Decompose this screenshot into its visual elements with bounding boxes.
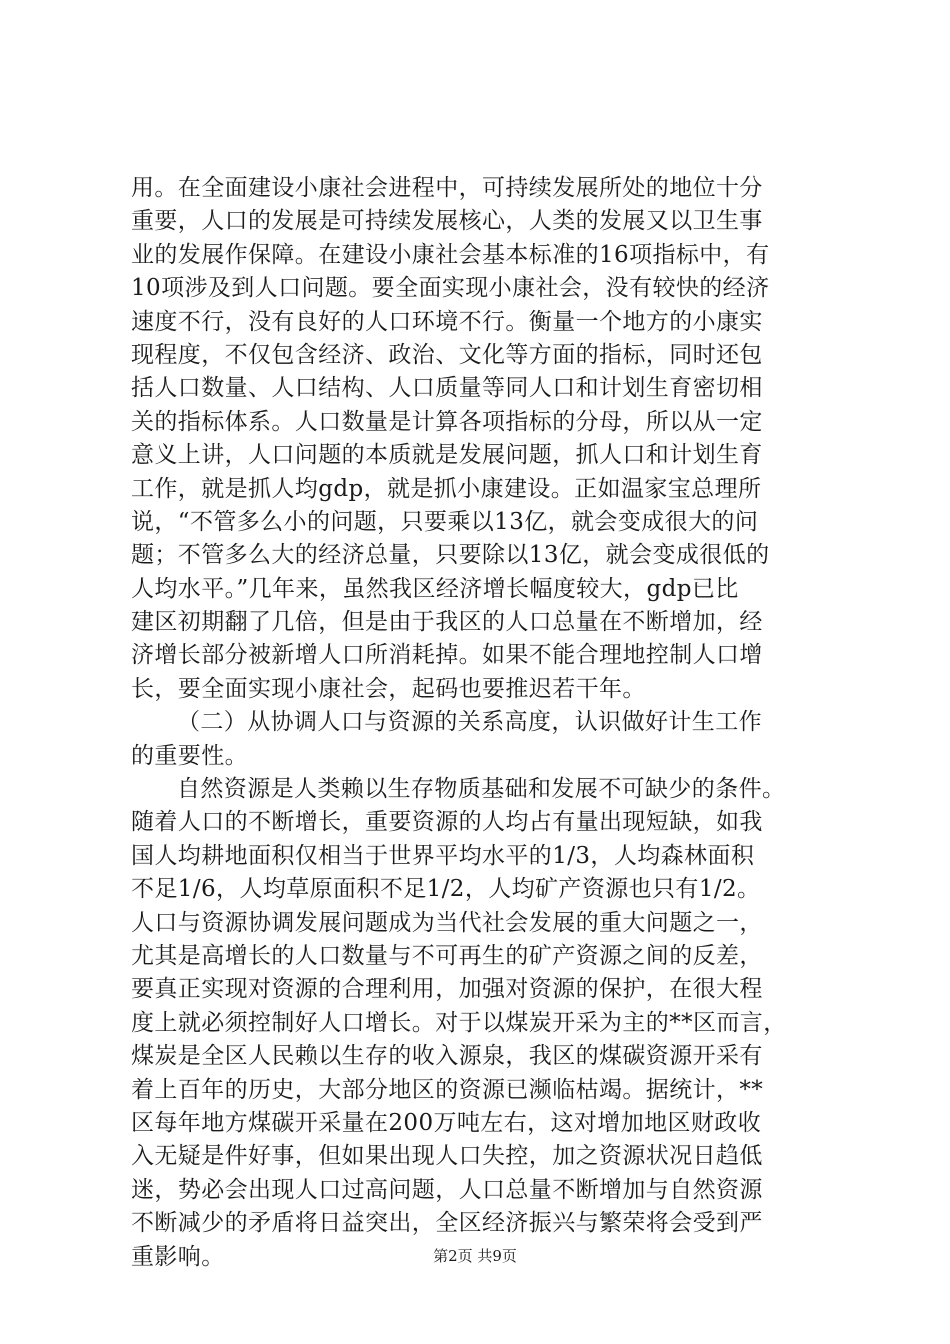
text-line: 度上就必须控制好人口增长。对于以煤炭开采为主的**区而言， bbox=[131, 1009, 787, 1036]
text-line: 用。在全面建设小康社会进程中，可持续发展所处的地位十分 bbox=[131, 175, 763, 201]
text-line: 国人均耕地面积仅相当于世界平均水平的1/3，人均森林面积 bbox=[131, 842, 755, 869]
text-line: 重影响。 bbox=[131, 1243, 225, 1270]
text-line: 意义上讲，人口问题的本质就是发展问题，抓人口和计划生育 bbox=[131, 442, 763, 469]
text-line: 的重要性。 bbox=[131, 742, 248, 769]
text-line: 现程度，不仅包含经济、政治、文化等方面的指标，同时还包 bbox=[131, 341, 763, 368]
text-line: 说，“不管多么小的问题，只要乘以13亿，就会变成很大的问 bbox=[131, 508, 759, 535]
text-line: 要真正实现对资源的合理利用，加强对资源的保护，在很大程 bbox=[131, 976, 763, 1003]
text-line: 自然资源是人类赖以生存物质基础和发展不可缺少的条件。 bbox=[177, 776, 786, 803]
text-line: 着上百年的历史，大部分地区的资源已濒临枯竭。据统计，** bbox=[131, 1076, 764, 1103]
text-line: 煤炭是全区人民赖以生存的收入源泉，我区的煤碳资源开采有 bbox=[131, 1043, 763, 1070]
text-line: 不断减少的矛盾将日益突出，全区经济振兴与繁荣将会受到严 bbox=[131, 1210, 763, 1237]
text-line: 题；不管多么大的经济总量，只要除以13亿，就会变成很低的 bbox=[131, 542, 770, 569]
text-line: 随着人口的不断增长，重要资源的人均占有量出现短缺，如我 bbox=[131, 809, 763, 836]
text-line: 长，要全面实现小康社会，起码也要推迟若干年。 bbox=[131, 675, 646, 702]
text-line: 括人口数量、人口结构、人口质量等同人口和计划生育密切相 bbox=[131, 375, 763, 402]
text-line: 不足1/6，人均草原面积不足1/2，人均矿产资源也只有1/2。 bbox=[131, 876, 761, 903]
text-line: 工作，就是抓人均gdp，就是抓小康建设。正如温家宝总理所 bbox=[131, 475, 762, 502]
text-line: 人均水平。”几年来，虽然我区经济增长幅度较大，gdp已比 bbox=[131, 575, 739, 602]
text-line: 速度不行，没有良好的人口环境不行。衡量一个地方的小康实 bbox=[131, 308, 763, 335]
text-line: 重要，人口的发展是可持续发展核心，人类的发展又以卫生事 bbox=[131, 208, 763, 235]
text-line: 建区初期翻了几倍，但是由于我区的人口总量在不断增加，经 bbox=[131, 609, 763, 636]
text-line: 尤其是高增长的人口数量与不可再生的矿产资源之间的反差， bbox=[131, 942, 763, 969]
text-line: 济增长部分被新增人口所消耗掉。如果不能合理地控制人口增 bbox=[131, 642, 763, 669]
page-number-footer: 第2页 共9页 bbox=[433, 1247, 517, 1265]
text-line: 业的发展作保障。在建设小康社会基本标准的16项指标中，有 bbox=[131, 241, 770, 268]
text-line: 迷，势必会出现人口过高问题，人口总量不断增加与自然资源 bbox=[131, 1176, 763, 1203]
text-line: （二）从协调人口与资源的关系高度，认识做好计生工作 bbox=[177, 709, 762, 736]
text-line: 10项涉及到人口问题。要全面实现小康社会，没有较快的经济 bbox=[131, 275, 770, 302]
text-line: 区每年地方煤碳开采量在200万吨左右，这对增加地区财政收 bbox=[131, 1109, 762, 1136]
body-text bbox=[131, 172, 831, 1274]
text-line: 人口与资源协调发展问题成为当代社会发展的重大问题之一， bbox=[131, 909, 763, 936]
text-line: 入无疑是件好事，但如果出现人口失控，加之资源状况日趋低 bbox=[131, 1143, 763, 1170]
text-line: 关的指标体系。人口数量是计算各项指标的分母，所以从一定 bbox=[131, 408, 763, 435]
